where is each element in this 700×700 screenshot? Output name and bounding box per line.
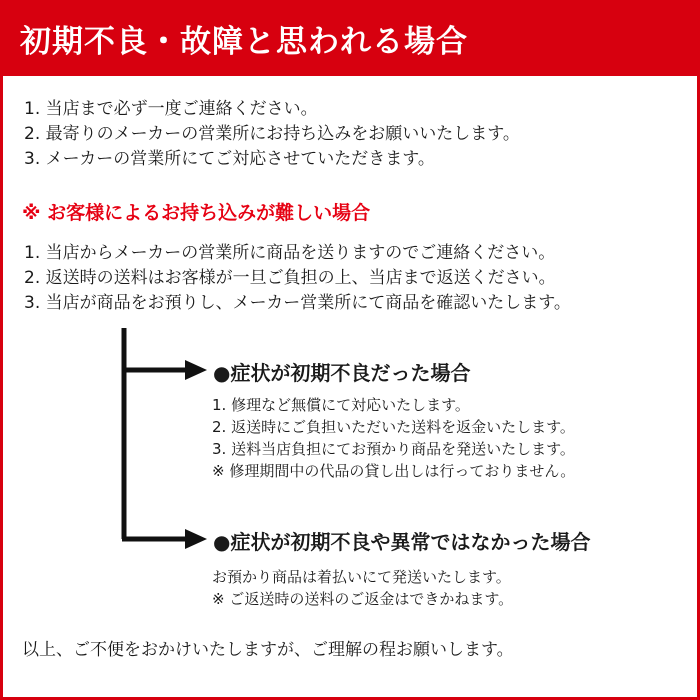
page-title: 初期不良・故障と思われる場合: [20, 23, 468, 60]
list-item: 1. 当店まで必ず一度ご連絡ください。: [24, 99, 318, 119]
case-no-defect-title: ●症状が初期不良や異常ではなかった場合: [213, 530, 591, 554]
list-item: ※ ご返送時の送料のご返金はできかねます。: [212, 590, 514, 608]
list-item: 3. 送料当店負担にてお預かり商品を発送いたします。: [212, 440, 575, 458]
notice-heading: ※ お客様によるお持ち込みが難しい場合: [22, 202, 371, 224]
arrow-right-icon: [185, 360, 207, 380]
list-item: 2. 返送時にご負担いただいた送料を返金いたします。: [212, 418, 575, 436]
arrow-right-icon: [185, 529, 207, 549]
case-defect-list: [212, 394, 575, 482]
closing-message: 以上、ご不便をおかけいたしますが、ご理解の程お願いします。: [22, 640, 514, 660]
list-item: 1. 修理など無償にて対応いたします。: [212, 396, 470, 414]
list-item: 2. 最寄りのメーカーの営業所にお持ち込みをお願いいたします。: [24, 124, 520, 144]
case-no-defect-list: [212, 566, 513, 610]
list-item: 3. メーカーの営業所にてご対応させていただきます。: [24, 149, 435, 169]
case-defect-title: ●症状が初期不良だった場合: [213, 361, 471, 385]
list-item: 2. 返送時の送料はお客様が一旦ご負担の上、当店まで返送ください。: [24, 268, 556, 288]
list-item: 1. 当店からメーカーの営業所に商品を送りますのでご連絡ください。: [24, 243, 556, 263]
list-item: ※ 修理期間中の代品の貸し出しは行っておりません。: [212, 462, 576, 480]
list-item: 3. 当店が商品をお預りし、メーカー営業所にて商品を確認いたします。: [24, 293, 571, 313]
list-item: お預かり商品は着払いにて発送いたします。: [212, 568, 511, 586]
